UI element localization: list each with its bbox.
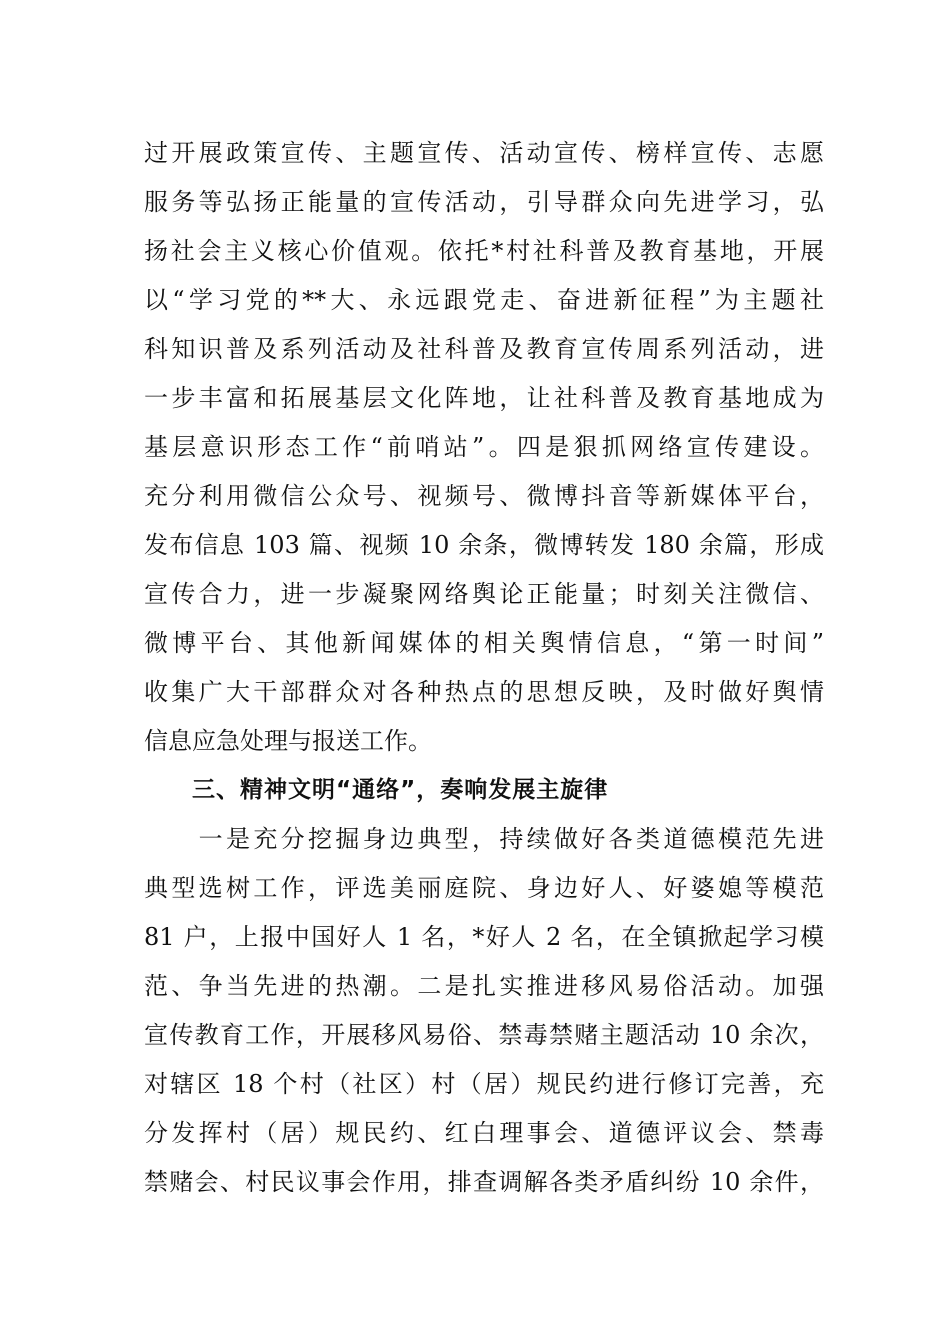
paragraph-line: 范、争当先进的热潮。二是扎实推进移风易俗活动。加强 <box>144 972 824 1000</box>
paragraph-line: 宣传教育工作，开展移风易俗、禁毒禁赌主题活动 10 余次， <box>144 1021 824 1049</box>
paragraph-line: 一是充分挖掘身边典型，持续做好各类道德模范先进 <box>144 825 824 853</box>
paragraph-line: 基层意识形态工作“前哨站”。四是狠抓网络宣传建设。 <box>144 433 824 461</box>
paragraph-line: 81 户，上报中国好人 1 名，*好人 2 名，在全镇掀起学习模 <box>144 923 824 951</box>
paragraph-line: 服务等弘扬正能量的宣传活动，引导群众向先进学习，弘 <box>144 188 824 216</box>
paragraph-line: 扬社会主义核心价值观。依托*村社科普及教育基地，开展 <box>144 237 824 265</box>
paragraph-line: 典型选树工作，评选美丽庭院、身边好人、好婆媳等模范 <box>144 874 824 902</box>
paragraph-line: 信息应急处理与报送工作。 <box>144 727 432 755</box>
paragraph-line: 以“学习党的**大、永远跟党走、奋进新征程”为主题社 <box>144 286 824 314</box>
section-heading: 三、精神文明“通络”，奏响发展主旋律 <box>192 777 609 803</box>
paragraph-line: 禁赌会、村民议事会作用，排查调解各类矛盾纠纷 10 余件， <box>144 1168 824 1196</box>
paragraph-line: 发布信息 103 篇、视频 10 余条，微博转发 180 余篇，形成 <box>144 531 824 559</box>
paragraph-line: 对辖区 18 个村（社区）村（居）规民约进行修订完善，充 <box>144 1070 824 1098</box>
paragraph-line: 一步丰富和拓展基层文化阵地，让社科普及教育基地成为 <box>144 384 824 412</box>
paragraph-line: 科知识普及系列活动及社科普及教育宣传周系列活动，进 <box>144 335 824 363</box>
paragraph-line: 收集广大干部群众对各种热点的思想反映，及时做好舆情 <box>144 678 824 706</box>
paragraph-line: 充分利用微信公众号、视频号、微博抖音等新媒体平台， <box>144 482 824 510</box>
paragraph-2 <box>144 815 824 1207</box>
paragraph-line: 宣传合力，进一步凝聚网络舆论正能量；时刻关注微信、 <box>144 580 824 608</box>
document-body <box>144 129 824 1207</box>
paragraph-line: 微博平台、其他新闻媒体的相关舆情信息，“第一时间” <box>144 629 824 657</box>
paragraph-line: 过开展政策宣传、主题宣传、活动宣传、榜样宣传、志愿 <box>144 139 824 167</box>
paragraph-line: 分发挥村（居）规民约、红白理事会、道德评议会、禁毒 <box>144 1119 824 1147</box>
paragraph-1 <box>144 129 824 766</box>
